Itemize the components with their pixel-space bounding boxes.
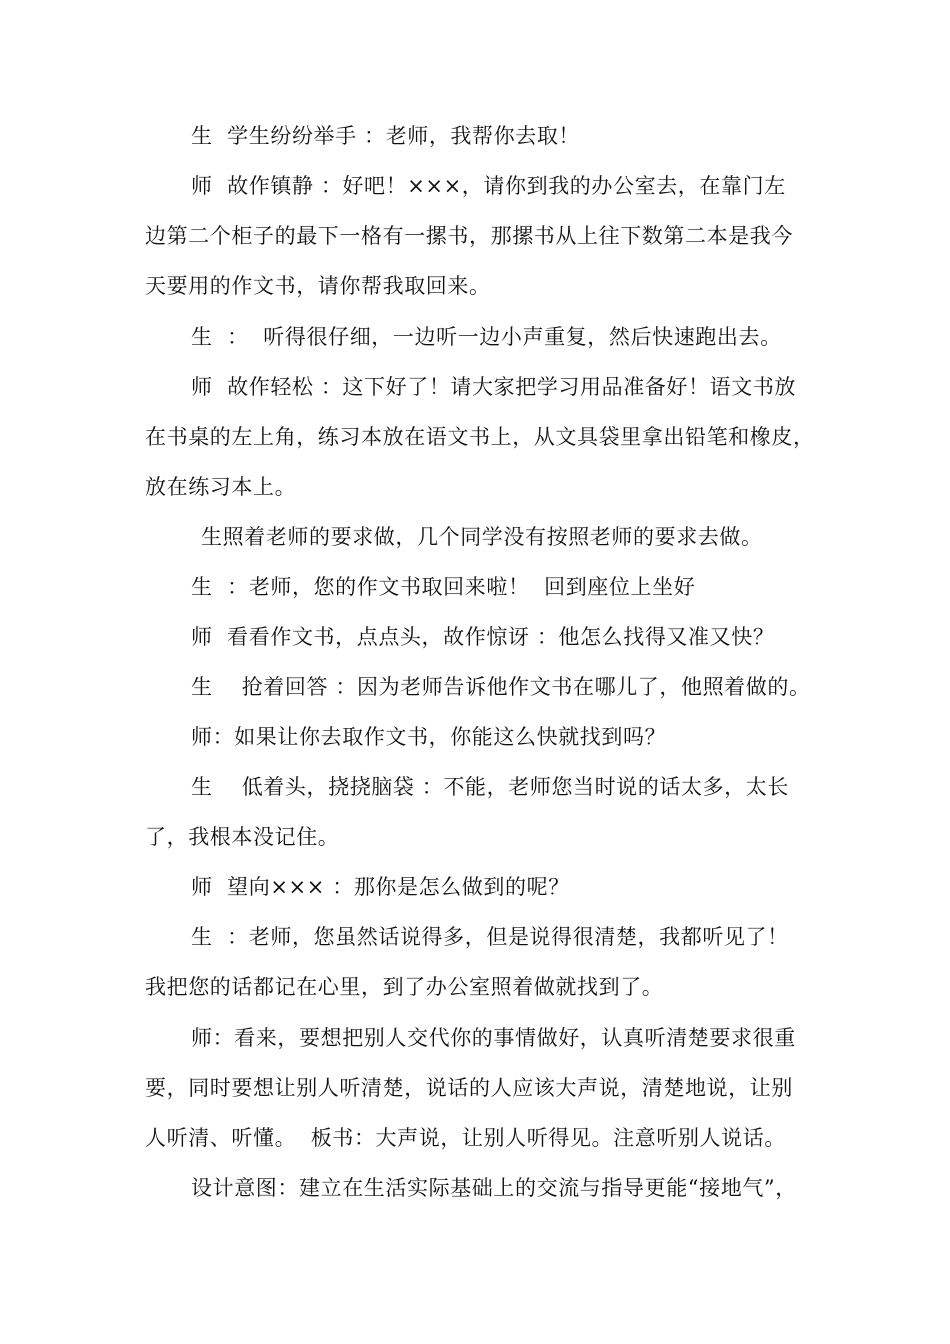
text-line-13: 师：如果让你去取作文书，你能这么快就找到吗？ [191,725,667,749]
text-line-22: 设计意图：建立在生活实际基础上的交流与指导更能“接地气”， [191,1176,797,1200]
text-line-7: 在书桌的左上角，练习本放在语文书上，从文具袋里拿出铅笔和橡皮， [145,425,815,449]
text-line-20: 要，同时要想让别人听清楚，说话的人应该大声说，清楚地说，让别 [145,1076,793,1100]
text-line-18: 我把您的话都记在心里，到了办公室照着做就找到了。 [145,975,664,999]
text-line-15: 了，我根本没记住。 [145,825,340,849]
text-line-14: 生 低着头，挠挠脑袋 ：不能，老师您当时说的话太多，太长 [191,775,789,799]
text-line-4: 天要用的作文书，请你帮我取回来。 [145,274,491,298]
text-line-12: 生 抢着回答 ：因为老师告诉他作文书在哪儿了，他照着做的。 [191,675,811,699]
text-line-16: 师 望向××× ：那你是怎么做到的呢？ [191,875,570,899]
text-line-11: 师 看看作文书，点点头，故作惊讶 ：他怎么找得又准又快？ [191,625,775,649]
text-line-8: 放在练习本上。 [145,475,297,499]
text-line-3: 边第二个柜子的最下一格有一摞书，那摞书从上往下数第二本是我今 [145,224,793,248]
text-line-9: 生照着老师的要求做，几个同学没有按照老师的要求去做。 [201,525,763,549]
text-line-2: 师 故作镇静 ：好吧！×××，请你到我的办公室去，在靠门左 [191,174,786,198]
text-line-10: 生 ：老师，您的作文书取回来啦！ 回到座位上坐好 [191,575,696,599]
text-line-21: 人听清、听懂。 板书：大声说，让别人听得见。注意听别人说话。 [145,1126,786,1150]
text-line-17: 生 ：老师，您虽然话说得多，但是说得很清楚，我都听见了！ [191,925,789,949]
text-line-1: 生 学生纷纷举手 ：老师，我帮你去取！ [191,124,581,148]
text-line-5: 生 ： 听得很仔细，一边听一边小声重复，然后快速跑出去。 [191,325,782,349]
text-line-19: 师：看来，要想把别人交代你的事情做好，认真听清楚要求很重 [191,1026,796,1050]
text-line-6: 师 故作轻松 ：这下好了！请大家把学习用品准备好！语文书放 [191,375,797,399]
